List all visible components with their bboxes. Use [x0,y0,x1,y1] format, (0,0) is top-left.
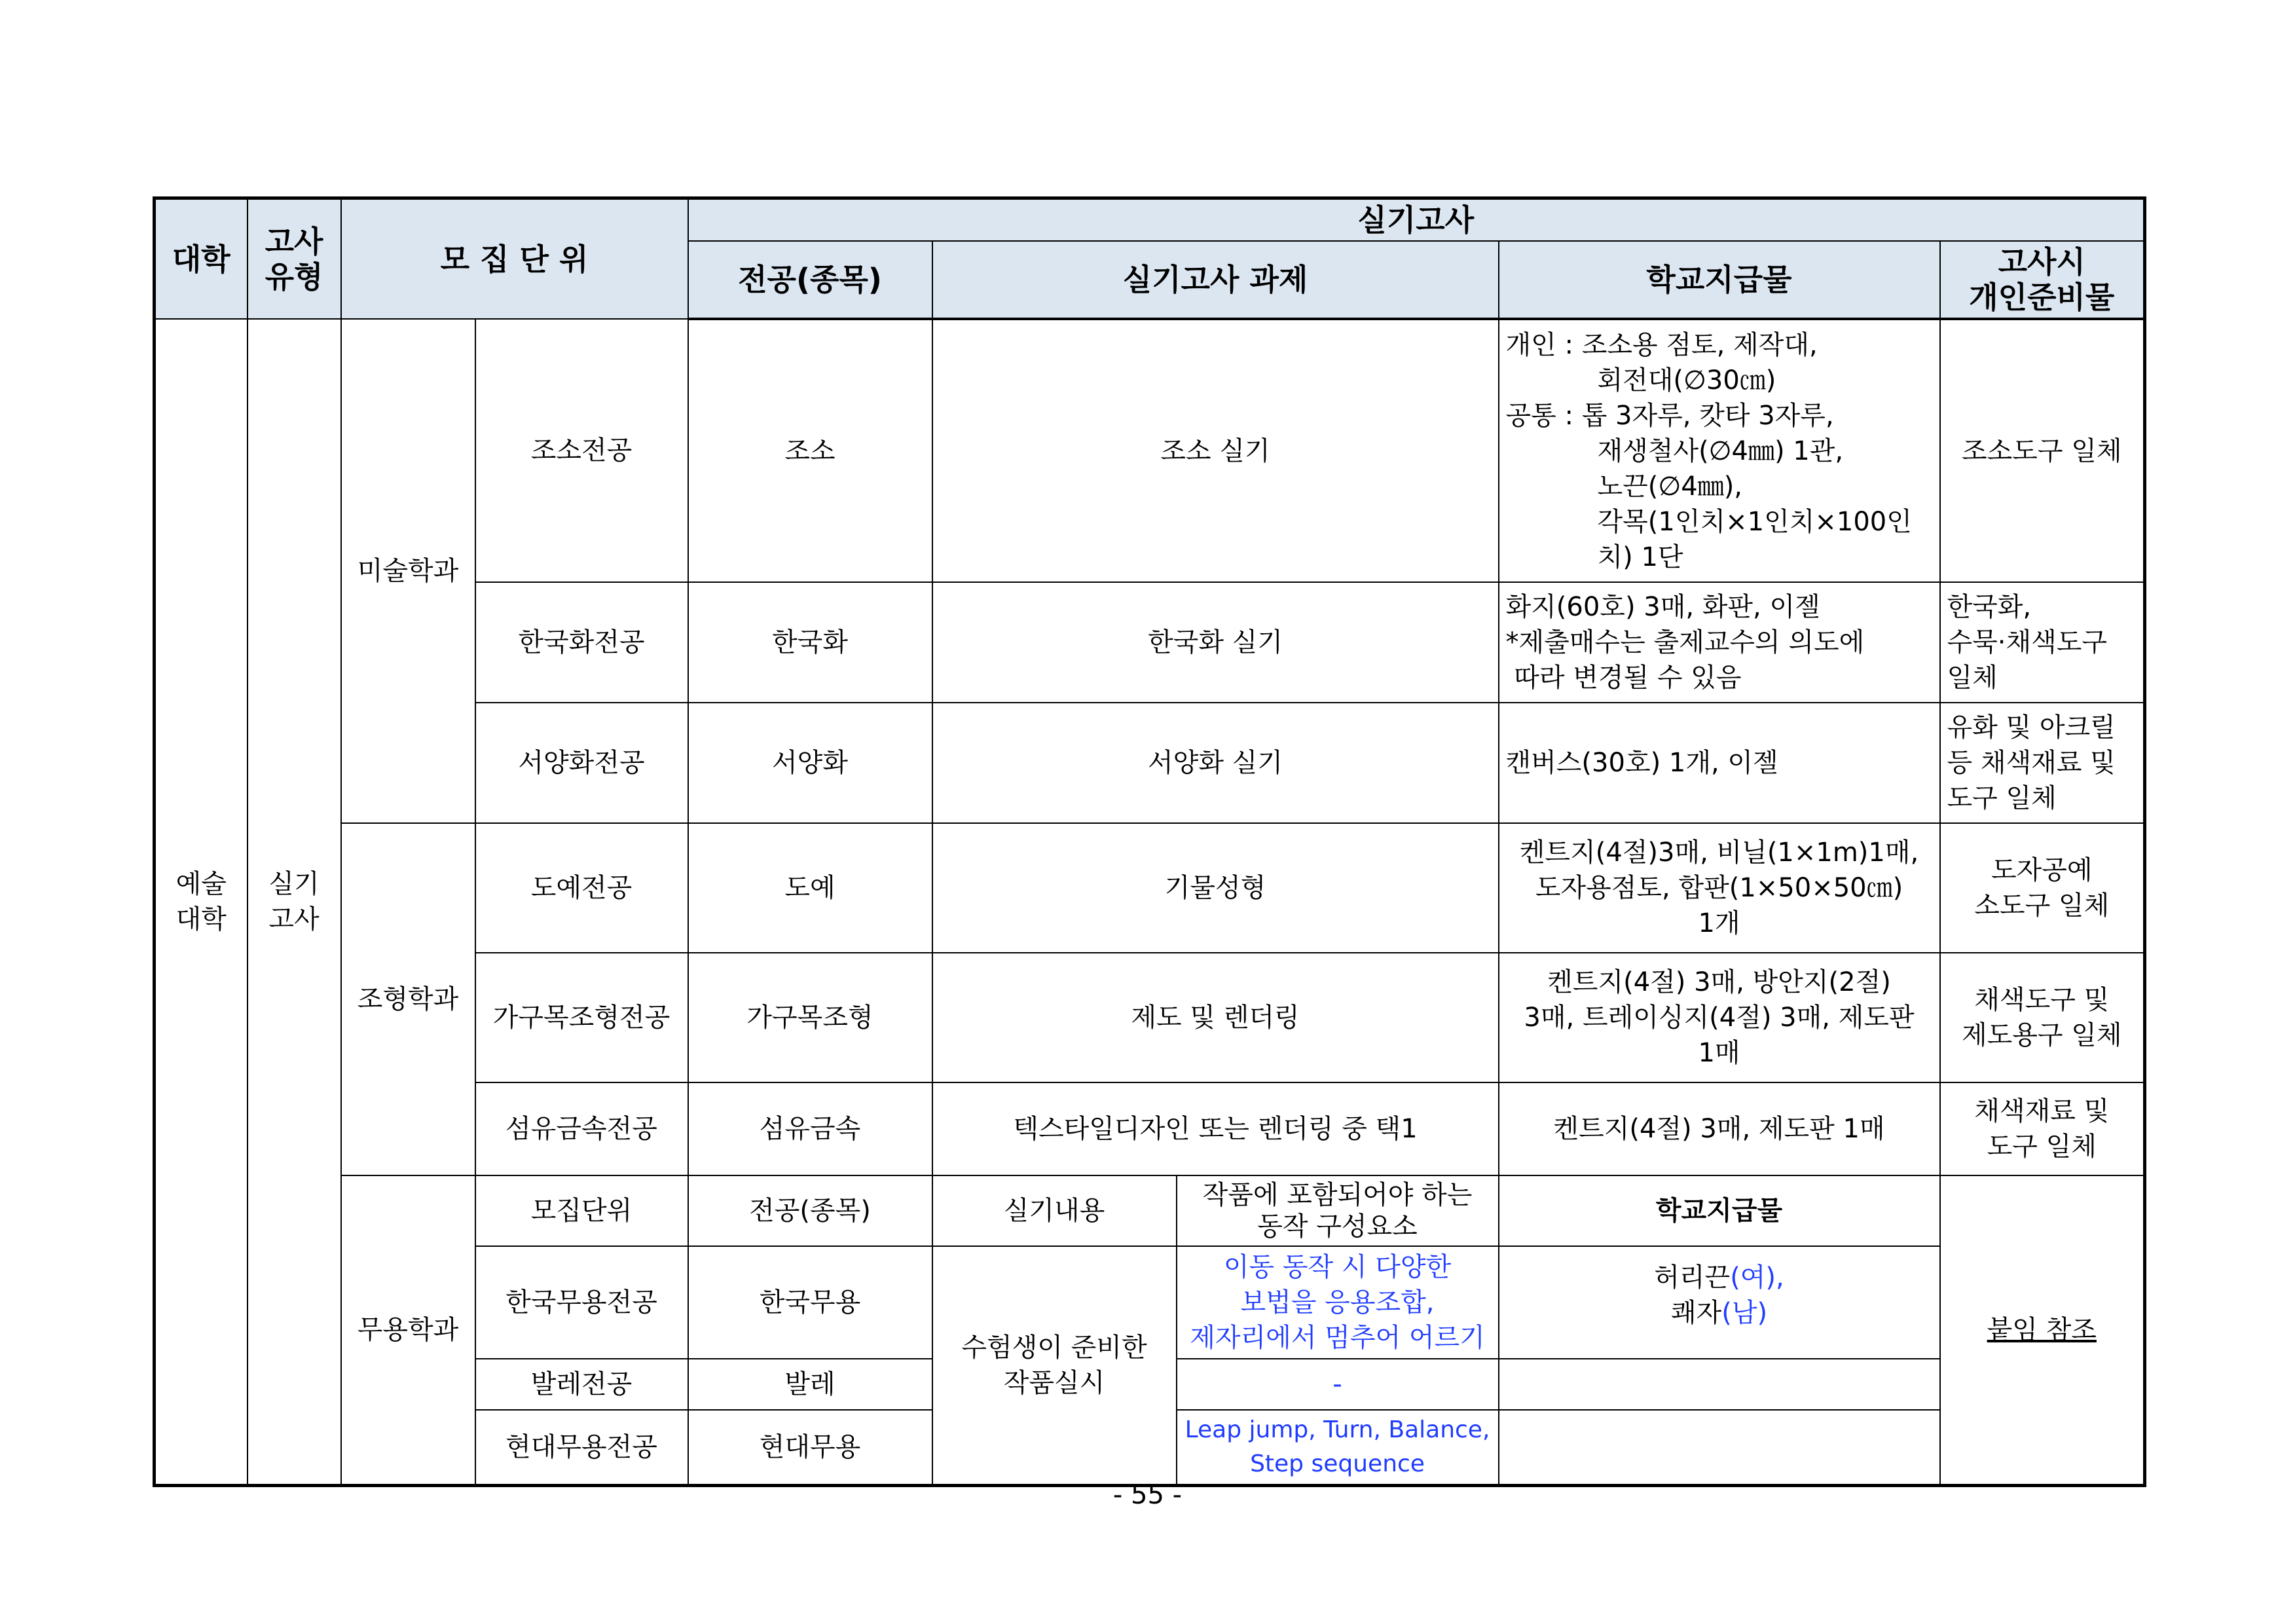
unit-sculpture: 조소전공 [475,319,688,582]
header-exam-type: 고사 유형 [248,198,341,320]
supply-line: *제출매수는 출제교수의 의도에 [1505,627,1865,657]
unit-furniture: 가구목조형전공 [475,953,688,1082]
elements-line: Leap jump, Turn, Balance, [1184,1416,1490,1443]
page-number: - 55 - [1112,1480,1183,1510]
dance-subheader-elements [1177,1175,1499,1246]
unit-korean-painting: 한국화전공 [475,582,688,703]
header-recruit-unit: 모 집 단 위 [341,198,688,320]
supply-line: 공통 : 톱 3자루, 캇타 3자루, [1505,400,1834,431]
department-dance: 무용학과 [341,1175,475,1486]
department-art: 미술학과 [341,319,475,823]
supply-line: 재생철사(∅4㎜) 1관, [1597,435,1844,466]
personal-sculpture: 조소도구 일체 [1940,319,2145,582]
personal-textile [1940,1082,2145,1175]
personal-line: 도구 일체 [1987,1132,2097,1162]
dance-subheader-content: 실기내용 [932,1175,1177,1246]
supply-line: 도자용점토, 합판(1×50×50㎝) [1535,873,1903,903]
elements-line: 이동 동작 시 다양한 [1223,1252,1452,1282]
personal-line: 수묵·채색도구 [1947,627,2108,657]
supply-furniture [1499,953,1940,1082]
supply-textile: 켄트지(4절) 3매, 제도판 1매 [1499,1082,1940,1175]
major-modern-dance: 현대무용 [688,1410,932,1486]
dance-content [932,1246,1177,1486]
personal-line: 소도구 일체 [1974,891,2110,921]
college-cell: 예술 대학 [155,319,248,1486]
major-ballet: 발레 [688,1359,932,1410]
unit-textile: 섬유금속전공 [475,1082,688,1175]
header-school-supply: 학교지급물 [1499,241,1940,319]
elements-header-line: 동작 구성요소 [1257,1211,1418,1242]
supply-sculpture [1499,319,1940,582]
major-korean-dance: 한국무용 [688,1246,932,1359]
supply-gender: (여), [1730,1263,1784,1293]
supply-line [1506,1295,1933,1331]
supply-line: 회전대(∅30㎝) [1597,365,1776,396]
major-korean-painting: 한국화 [688,582,932,703]
personal-line: 일체 [1947,663,1998,693]
header-personal-prep: 고사시 개인준비물 [1940,241,2145,319]
supply-line: 켄트지(4절) 3매, 방안지(2절) [1547,967,1891,997]
personal-line: 채색재료 및 [1974,1096,2110,1126]
personal-ceramics [1940,823,2145,953]
content-line: 수험생이 준비한 [961,1333,1147,1363]
personal-line: 등 채색재료 및 [1947,748,2116,778]
header-practical-exam: 실기고사 [688,198,2145,242]
unit-ceramics: 도예전공 [475,823,688,953]
personal-line: 유화 및 아크릴 [1947,712,2116,743]
supply-gender: (남) [1721,1298,1768,1328]
exam-type-cell: 실기 고사 [248,319,341,1486]
content-line: 작품실시 [1003,1368,1105,1398]
personal-line: 도구 일체 [1947,783,2057,813]
dance-personal-reference: 붙임 참조 [1940,1175,2145,1486]
supply-ballet [1499,1359,1940,1410]
supply-line: 1매 [1698,1038,1740,1068]
supply-line: 따라 변경될 수 있음 [1505,663,1742,693]
major-textile: 섬유금속 [688,1082,932,1175]
elements-line: 제자리에서 멈추어 어르기 [1190,1323,1485,1353]
supply-line: 각목(1인치×1인치×100인 [1597,506,1912,537]
elements-ballet: - [1177,1359,1499,1410]
elements-line: 보법을 응용조합, [1240,1287,1435,1318]
major-ceramics: 도예 [688,823,932,953]
personal-korean-painting [1940,582,2145,703]
personal-line: 한국화, [1947,592,2032,622]
task-korean-painting: 한국화 실기 [932,582,1499,703]
major-furniture: 가구목조형 [688,953,932,1082]
personal-line: 제도용구 일체 [1961,1020,2122,1050]
department-form: 조형학과 [341,823,475,1175]
supply-line: 치) 1단 [1597,542,1683,572]
elements-header-line: 작품에 포함되어야 하는 [1202,1180,1473,1210]
elements-line: Step sequence [1250,1450,1425,1477]
task-furniture: 제도 및 렌더링 [932,953,1499,1082]
supply-line: 1개 [1698,908,1740,938]
task-western-painting: 서양화 실기 [932,703,1499,823]
unit-korean-dance: 한국무용전공 [475,1246,688,1359]
dance-subheader-supply: 학교지급물 [1499,1175,1940,1246]
supply-line: 개인 : 조소용 점토, 제작대, [1505,329,1818,360]
supply-korean-dance [1499,1246,1940,1359]
dance-subheader-unit: 모집단위 [475,1175,688,1246]
supply-line [1506,1260,1933,1295]
personal-furniture [1940,953,2145,1082]
supply-line: 화지(60호) 3매, 화판, 이젤 [1505,592,1820,622]
supply-modern-dance [1499,1410,1940,1486]
unit-modern-dance: 현대무용전공 [475,1410,688,1486]
supply-line: 켄트지(4절)3매, 비닐(1×1m)1매, [1519,838,1919,868]
supply-line: 노끈(∅4㎜), [1597,471,1743,502]
elements-modern-dance [1177,1410,1499,1486]
unit-western-painting: 서양화전공 [475,703,688,823]
supply-item: 허리끈 [1654,1263,1731,1293]
supply-western-painting: 캔버스(30호) 1개, 이젤 [1499,703,1940,823]
personal-line: 도자공예 [1991,855,2093,885]
supply-item: 쾌자 [1670,1298,1722,1328]
practical-exam-table [153,196,2146,1487]
header-exam-task: 실기고사 과제 [932,241,1499,319]
supply-korean-painting [1499,582,1940,703]
supply-ceramics [1499,823,1940,953]
admission-table-wrapper [153,196,2143,1487]
task-sculpture: 조소 실기 [932,319,1499,582]
task-textile: 텍스타일디자인 또는 렌더링 중 택1 [932,1082,1499,1175]
header-major: 전공(종목) [688,241,932,319]
task-ceramics: 기물성형 [932,823,1499,953]
major-western-painting: 서양화 [688,703,932,823]
elements-korean-dance [1177,1246,1499,1359]
major-sculpture: 조소 [688,319,932,582]
supply-line: 3매, 트레이싱지(4절) 3매, 제도판 [1524,1003,1915,1033]
personal-western-painting [1940,703,2145,823]
header-college: 대학 [155,198,248,320]
personal-line: 채색도구 및 [1974,985,2110,1015]
dance-subheader-major: 전공(종목) [688,1175,932,1246]
unit-ballet: 발레전공 [475,1359,688,1410]
